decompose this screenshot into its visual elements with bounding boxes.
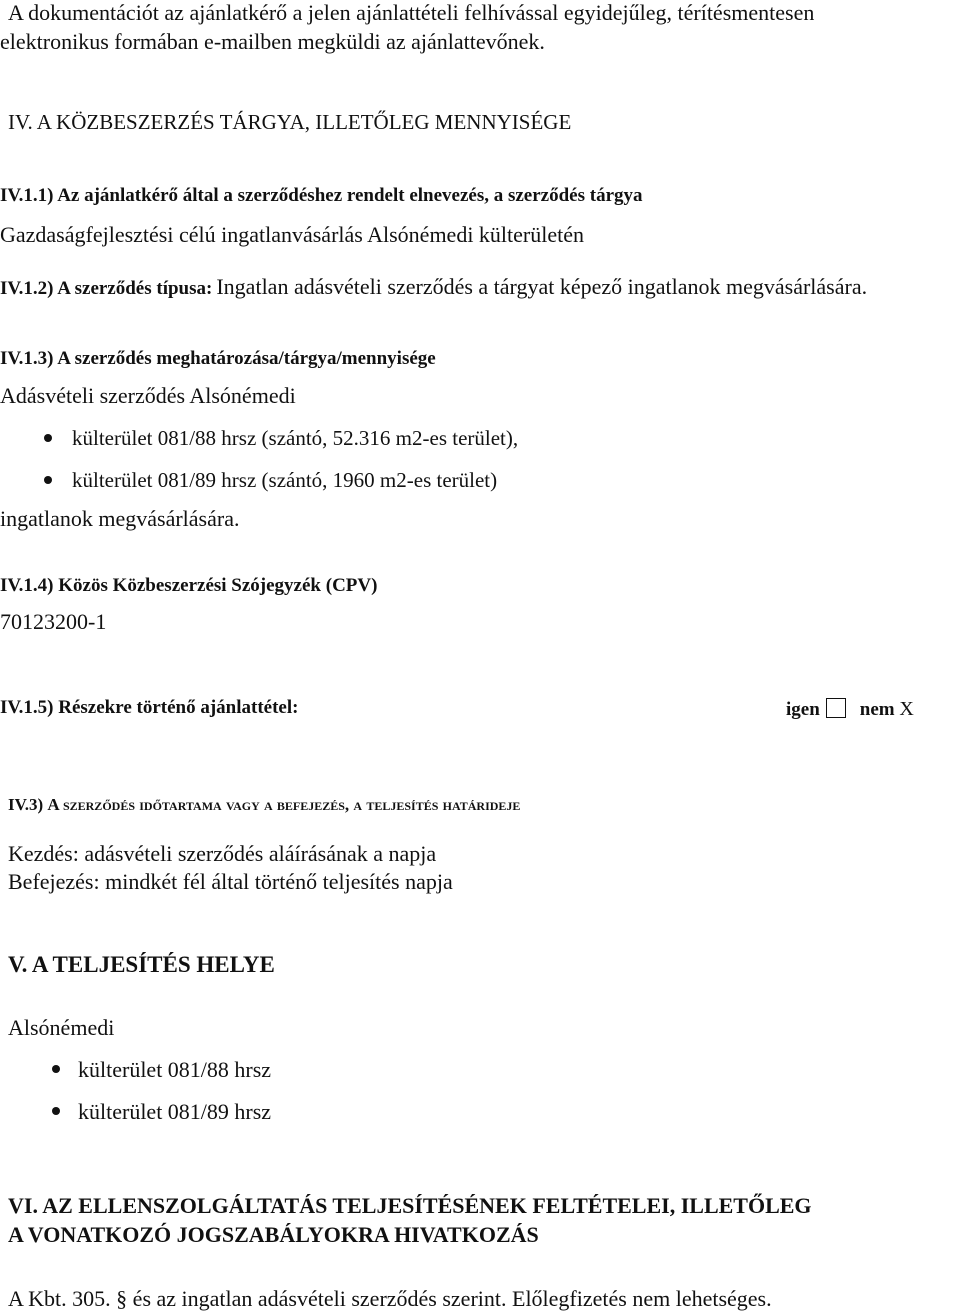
intro-line-2: elektronikus formában e-mailben megküldi az ajánlattevőnek. [0,29,545,54]
intro-line-1: A dokumentációt az ajánlatkérő a jelen ajánlattételi felhívással egyidejűleg, térítésmentesen [8,0,815,25]
iv-3-title: A szerződés időtartama vagy a befejezés, a teljesítés határideje [47,795,521,814]
bullet-icon [52,1107,60,1115]
section-v-heading: V. A TELJESÍTÉS HELYE [8,952,275,977]
yes-checkbox [826,698,846,718]
iv-1-3-intro: Adásvételi szerződés Alsónémedi [0,383,296,408]
bullet-icon [52,1065,60,1073]
option-no-label: nem [859,699,895,720]
end-text: Befejezés: mindkét fél által történő teljesítés napja [8,869,453,894]
section-vi-text: A Kbt. 305. § és az ingatlan adásvételi szerződés szerint. Előlegfizetés nem lehetséges. [8,1286,772,1311]
cpv-code: 70123200-1 [0,609,107,634]
bullet-icon [44,434,52,442]
iv-1-1-value: Gazdaságfejlesztési célú ingatlanvásárlás Alsónémedi külterületén [0,222,584,247]
iv-1-2-row [0,276,867,298]
iv-1-2-value: Ingatlan adásvételi szerződés a tárgyat képező ingatlanok megvásárlására. [216,274,868,299]
section-iv-heading: IV. A KÖZBESZERZÉS TÁRGYA, ILLETŐLEG MENNYISÉGE [8,110,572,134]
iv-1-5-options [786,698,914,719]
iv-1-2-label: IV.1.2) A szerződés típusa: [0,278,213,299]
list-item: külterület 081/88 hrsz [78,1057,272,1082]
section-vi-heading-line-2: A VONATKOZÓ JOGSZABÁLYOKRA HIVATKOZÁS [8,1222,539,1247]
iv-1-4-label: IV.1.4) Közös Közbeszerzési Szójegyzék (CPV) [0,575,378,596]
iv-1-3-outro: ingatlanok megvásárlására. [0,506,240,531]
start-text: Kezdés: adásvételi szerződés aláírásának a napja [8,841,437,866]
no-mark: X [899,698,914,720]
iv-1-5-label: IV.1.5) Részekre történő ajánlattétel: [0,697,299,718]
option-yes-label: igen [786,699,820,720]
list-item: külterület 081/89 hrsz (szántó, 1960 m2-es terület) [72,468,498,492]
list-item: külterület 081/88 hrsz (szántó, 52.316 m2-es terület), [72,426,519,450]
iv-1-1-label: IV.1.1) Az ajánlatkérő által a szerződéshez rendelt elnevezés, a szerződés tárgya [0,185,643,206]
iv-3-number: IV.3) [8,795,44,814]
section-iv-3-heading [8,796,520,813]
iv-1-3-label: IV.1.3) A szerződés meghatározása/tárgya/mennyisége [0,348,436,369]
section-vi-heading-line-1: VI. AZ ELLENSZOLGÁLTATÁS TELJESÍTÉSÉNEK FELTÉTELEI, ILLETŐLEG [8,1193,812,1218]
bullet-icon [44,476,52,484]
place-name: Alsónémedi [8,1015,115,1040]
list-item: külterület 081/89 hrsz [78,1099,272,1124]
